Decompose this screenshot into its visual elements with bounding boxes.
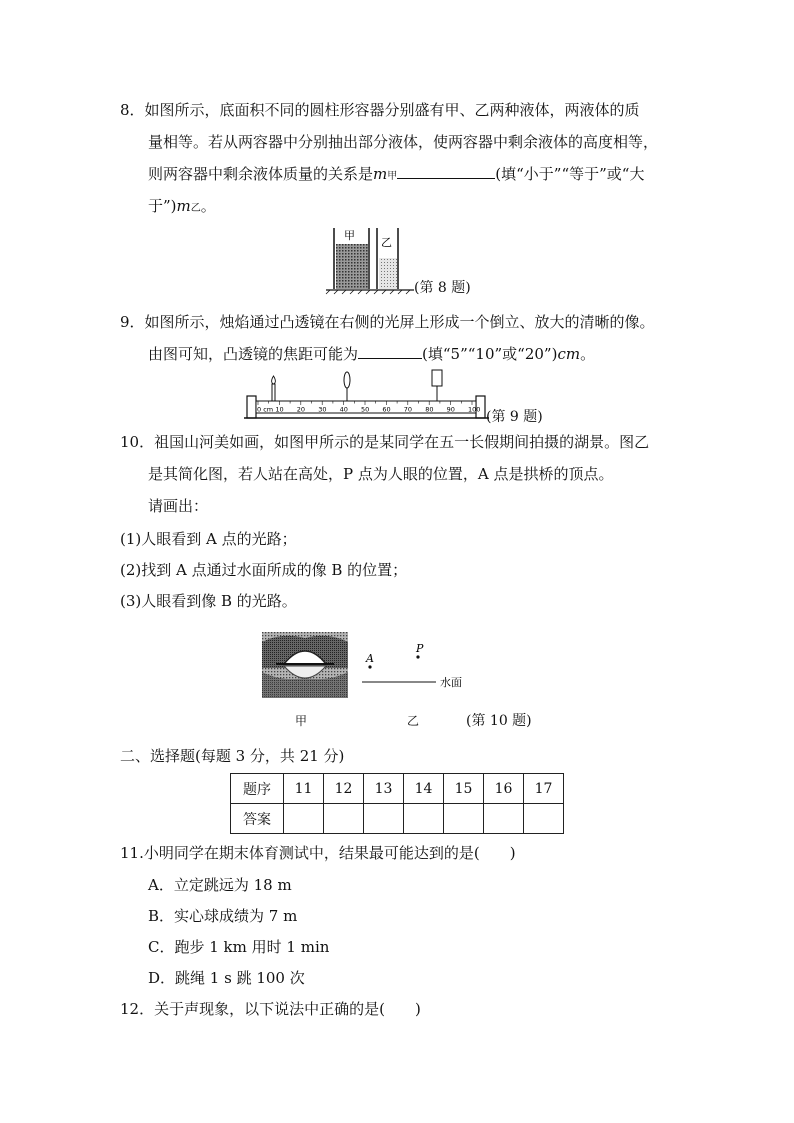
point-a-label: A <box>366 652 374 665</box>
q11-option-d[interactable]: D．跳绳 1 s 跳 100 次 <box>148 969 305 987</box>
q8-line1: 8．如图所示，底面积不同的圆柱形容器分别盛有甲、乙两种液体，两液体的质 <box>120 101 640 119</box>
answer-table-number: 13 <box>364 774 404 804</box>
answer-table-number: 11 <box>284 774 324 804</box>
q9-line2-suffix: (填“5”“10”或“20”) <box>422 345 558 363</box>
ruler-tick-label: 90 <box>446 405 455 414</box>
q8-caption: (第 8 题) <box>414 280 471 296</box>
ruler-tick-label: 20 <box>296 405 306 414</box>
q8-answer-blank[interactable] <box>397 164 495 179</box>
ruler-tick-label: 60 <box>382 405 391 414</box>
answer-cell[interactable] <box>484 804 524 834</box>
ruler-tick-label: 40 <box>339 405 348 414</box>
q8-liquid-jia <box>336 244 368 289</box>
q8-line3-suffix: (填“小于”“等于”或“大 <box>495 165 645 183</box>
answer-cell[interactable] <box>444 804 484 834</box>
q8-line4 <box>148 196 216 219</box>
q8-line4-suffix: 。 <box>200 197 216 215</box>
ruler-tick-label: 10 <box>275 405 284 414</box>
point-p-label: P <box>416 642 424 655</box>
answer-table-number: 14 <box>404 774 444 804</box>
ruler-tick-label: 50 <box>361 405 370 414</box>
answer-table-answer-row <box>231 804 564 834</box>
ruler-tick-label: 80 <box>425 405 434 414</box>
ruler-tick-label: 30 <box>318 405 327 414</box>
q9-answer-blank[interactable] <box>358 344 422 359</box>
q10-line1: 10．祖国山河美如画，如图甲所示的是某同学在五一长假期间拍摄的湖景。图乙 <box>120 433 650 451</box>
q10-item3: (3)人眼看到像 B 的光路。 <box>120 592 297 610</box>
q10-item2: (2)找到 A 点通过水面所成的像 B 的位置； <box>120 561 408 579</box>
q10-line2: 是其简化图，若人站在高处，P 点为人眼的位置，A 点是拱桥的顶点。 <box>148 465 614 483</box>
ruler-tick-label: 100 <box>468 405 481 414</box>
q9-line2 <box>148 344 595 364</box>
answer-table-number: 12 <box>324 774 364 804</box>
q8-subscript-jia: 甲 <box>387 171 398 182</box>
water-surface-label: 水面 <box>440 676 462 689</box>
q10-simplified-diagram <box>356 638 476 694</box>
q8-line3-prefix: 则两容器中剩余液体质量的关系是 <box>148 165 374 183</box>
q9-caption: (第 9 题) <box>486 409 543 425</box>
answer-cell[interactable] <box>524 804 564 834</box>
q8-m-symbol: m <box>373 165 388 183</box>
answer-table <box>230 773 564 834</box>
point-a-dot <box>368 665 371 668</box>
q8-fig-label-jia: 甲 <box>344 229 355 242</box>
q10-label-yi: 乙 <box>407 714 420 728</box>
answer-table-number: 16 <box>484 774 524 804</box>
convex-lens-icon <box>344 372 350 388</box>
q9-unit: cm <box>557 345 581 363</box>
q10-lake-photo <box>262 632 348 698</box>
q9-line2-end: 。 <box>580 345 596 363</box>
answer-table-answer-label: 答案 <box>231 804 284 834</box>
q9-line2-prefix: 由图可知，凸透镜的焦距可能为 <box>148 345 359 363</box>
q11-option-c[interactable]: C．跑步 1 km 用时 1 min <box>148 938 330 956</box>
q11-stem: 11.小明同学在期末体育测试中，结果最可能达到的是( ) <box>120 844 516 862</box>
q10-label-jia: 甲 <box>295 714 308 728</box>
point-p-dot <box>416 655 419 658</box>
answer-cell[interactable] <box>284 804 324 834</box>
q8-fig-label-yi: 乙 <box>381 236 392 249</box>
answer-table-header-row <box>231 774 564 804</box>
q8-line3 <box>148 164 644 187</box>
q8-line2: 量相等。若从两容器中分别抽出部分液体，使两容器中剩余液体的高度相等， <box>148 133 659 151</box>
ruler-tick-label: 0 cm <box>257 405 274 414</box>
candle-flame-icon <box>272 376 276 384</box>
q8-line4-prefix: 于”) <box>148 197 177 215</box>
section2-title: 二、选择题(每题 3 分，共 21 分) <box>120 747 345 765</box>
q8-liquid-yi <box>379 258 397 289</box>
answer-cell[interactable] <box>324 804 364 834</box>
q12-stem: 12．关于声现象，以下说法中正确的是( ) <box>120 1000 421 1018</box>
q8-figure <box>318 226 418 296</box>
ruler-tick-label: 70 <box>403 405 413 414</box>
light-screen-icon <box>432 370 442 386</box>
q10-item1: (1)人眼看到 A 点的光路； <box>120 530 297 548</box>
answer-table-number: 17 <box>524 774 564 804</box>
q9-optical-bench-figure <box>244 368 494 424</box>
q9-line1: 9．如图所示，烛焰通过凸透镜在右侧的光屏上形成一个倒立、放大的清晰的像。 <box>120 313 655 331</box>
q11-option-a[interactable]: A．立定跳远为 18 m <box>148 876 292 894</box>
q10-caption: (第 10 题) <box>466 713 532 729</box>
answer-cell[interactable] <box>404 804 444 834</box>
answer-table-number: 15 <box>444 774 484 804</box>
q8-subscript-yi: 乙 <box>190 203 201 214</box>
q11-option-b[interactable]: B．实心球成绩为 7 m <box>148 907 298 925</box>
q8-m-symbol-2: m <box>176 197 191 215</box>
answer-cell[interactable] <box>364 804 404 834</box>
q10-line3: 请画出： <box>148 497 209 515</box>
answer-table-header-label: 题序 <box>231 774 284 804</box>
